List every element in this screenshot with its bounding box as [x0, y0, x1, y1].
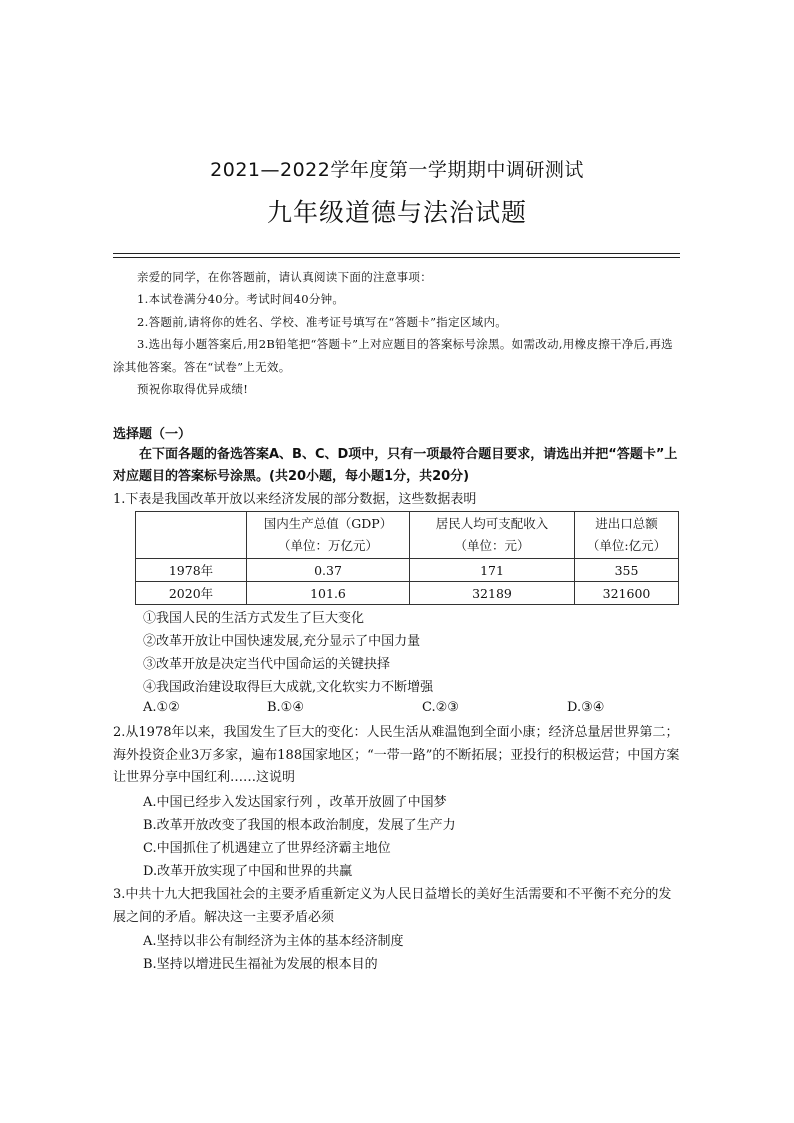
exam-subtitle: 九年级道德与法治试题 — [266, 198, 527, 227]
q1-options — [143, 700, 683, 722]
notice-item-1: 1.本试卷满分40分。考试时间40分钟。 — [137, 292, 345, 307]
table-header-gdp — [247, 512, 410, 559]
notice-item-2: 2.答题前,请将你的姓名、学校、准考证号填写在“答题卡”指定区域内。 — [137, 314, 508, 329]
table-row — [136, 582, 679, 605]
exam-title: 2021—2022学年度第一学期期中调研测试 — [210, 159, 584, 181]
table-header-income-unit: （单位：元） — [454, 538, 530, 553]
section-instruction: 在下面各题的备选答案A、B、C、D项中，只有一项最符合题目要求，请选出并把“答题卡”上对应题目的答案标号涂黑。(共20小题，每小题1分，共20分) — [113, 447, 678, 484]
q2-option-c: C.中国抓住了机遇建立了世界经济霸主地位 — [143, 841, 391, 856]
table-cell-gdp: 101.6 — [247, 582, 410, 605]
q1-option-d: D.③④ — [567, 700, 605, 715]
header-divider — [113, 253, 680, 258]
q1-option-b: B.①④ — [267, 700, 304, 715]
q3-option-b: B.坚持以增进民生福祉为发展的根本目的 — [143, 957, 378, 972]
q1-option-c: C.②③ — [422, 700, 459, 715]
table-header-trade-name: 进出口总额 — [595, 516, 658, 531]
section-title: 选择题（一） — [113, 427, 192, 442]
q1-data-table — [135, 511, 679, 605]
table-header-income — [410, 512, 575, 559]
notice-closing: 预祝你取得优异成绩! — [137, 382, 249, 397]
table-header-income-name: 居民人均可支配收入 — [435, 516, 549, 531]
table-cell-year: 2020年 — [136, 582, 247, 605]
q2-option-d: D.改革开放实现了中国和世界的共赢 — [143, 864, 353, 879]
table-header-trade-unit: （单位:亿元） — [586, 538, 667, 553]
table-cell-trade: 355 — [575, 559, 679, 582]
q1-statement-2: ②改革开放让中国快速发展,充分显示了中国力量 — [143, 634, 421, 649]
table-header-trade — [575, 512, 679, 559]
table-header-gdp-unit: （单位：万亿元） — [277, 538, 378, 553]
q1-statement-1: ①我国人民的生活方式发生了巨大变化 — [143, 611, 365, 626]
table-cell-year: 1978年 — [136, 559, 247, 582]
table-cell-gdp: 0.37 — [247, 559, 410, 582]
table-header-gdp-name: 国内生产总值（GDP） — [263, 516, 393, 531]
q2-option-b: B.改革开放改变了我国的根本政治制度，发展了生产力 — [143, 818, 456, 833]
notice-item-3: 3.选出每小题答案后,用2B铅笔把“答题卡”上对应题目的答案标号涂黑。如需改动,用橡皮擦干净后,再选涂其他答案。答在“试卷”上无效。 — [113, 337, 673, 374]
q3-stem: 3.中共十九大把我国社会的主要矛盾重新定义为人民日益增长的美好生活需要和不平衡不充分的发展之间的矛盾。解决这一主要矛盾必须 — [113, 887, 672, 925]
table-cell-trade: 321600 — [575, 582, 679, 605]
table-cell-income: 32189 — [410, 582, 575, 605]
q1-option-a: A.①② — [143, 700, 180, 715]
notice-block — [113, 266, 680, 400]
table-corner-cell — [136, 512, 247, 559]
q1-statement-4: ④我国政治建设取得巨大成就,文化软实力不断增强 — [143, 680, 434, 695]
q3-option-a: A.坚持以非公有制经济为主体的基本经济制度 — [143, 934, 404, 949]
q2-stem: 2.从1978年以来，我国发生了巨大的变化：人民生活从难温饱到全面小康；经济总量居世界第二；海外投资企业3万多家，遍布188国家地区；“一带一路”的不断拓展；亚投行的积极运营；中国方案让世界分享中国红利……这说明 — [113, 725, 680, 785]
table-cell-income: 171 — [410, 559, 575, 582]
q1-statement-3: ③改革开放是决定当代中国命运的关键抉择 — [143, 657, 391, 672]
notice-intro: 亲爱的同学，在你答题前，请认真阅读下面的注意事项： — [137, 270, 432, 284]
table-header-row — [136, 512, 679, 559]
q1-stem: 1.下表是我国改革开放以来经济发展的部分数据，这些数据表明 — [113, 492, 477, 507]
table-row — [136, 559, 679, 582]
q2-option-a: A.中国已经步入发达国家行列 ，改革开放圆了中国梦 — [143, 795, 447, 810]
